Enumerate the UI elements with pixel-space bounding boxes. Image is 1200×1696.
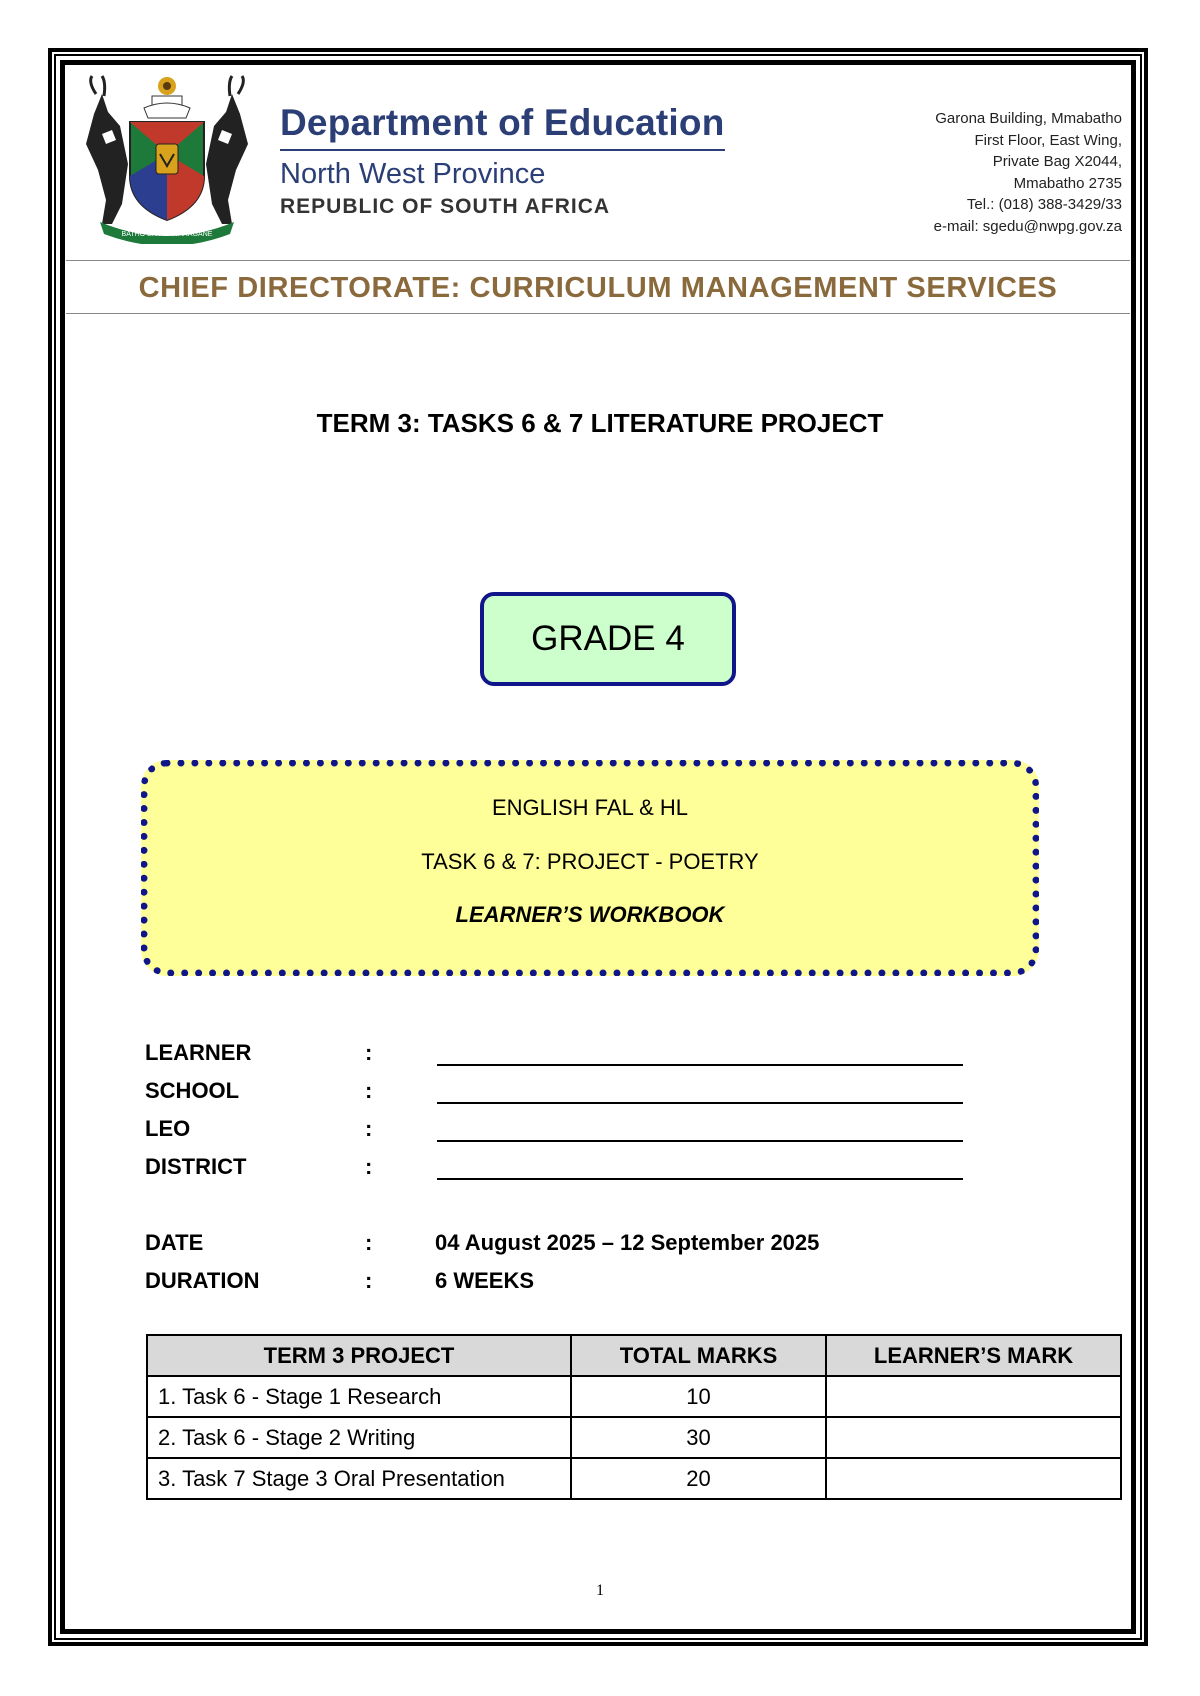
duration-label: DURATION [145, 1268, 260, 1293]
crest-motto: BATHO BA TSHWARAGANE [121, 231, 213, 238]
date-label: DATE [145, 1230, 204, 1255]
marks-table-header [147, 1335, 1121, 1376]
province-name: North West Province [280, 158, 546, 190]
row-learner-mark[interactable] [826, 1376, 1121, 1417]
department-name: Department of Education [280, 102, 725, 143]
row-total: 30 [571, 1417, 826, 1458]
learner-label: LEARNER [145, 1040, 252, 1065]
email: e-mail: sgedu@nwpg.gov.za [933, 217, 1122, 235]
row-learner-mark[interactable] [826, 1417, 1121, 1458]
header-project: TERM 3 PROJECT [147, 1335, 571, 1376]
telephone: Tel.: (018) 388-3429/33 [966, 196, 1122, 213]
row-project: 2. Task 6 - Stage 2 Writing [147, 1417, 571, 1458]
field-colon: : [365, 1154, 373, 1179]
header-divider-bottom [66, 313, 1130, 314]
grade-label: GRADE 4 [531, 619, 685, 658]
field-colon: : [365, 1116, 373, 1141]
table-row [147, 1417, 1121, 1458]
coat-of-arms-icon [72, 74, 262, 244]
field-colon: : [365, 1078, 373, 1103]
field-colon: : [365, 1268, 373, 1293]
field-colon: : [365, 1230, 373, 1255]
header-divider-top [66, 260, 1130, 261]
row-total: 10 [571, 1376, 826, 1417]
district-blank-line[interactable] [437, 1178, 963, 1180]
subject-line: ENGLISH FAL & HL [491, 795, 689, 820]
header-total-marks: TOTAL MARKS [571, 1335, 826, 1376]
grade-box [480, 592, 736, 686]
field-colon: : [365, 1040, 373, 1065]
row-learner-mark[interactable] [826, 1458, 1121, 1499]
learner-blank-line[interactable] [437, 1064, 963, 1066]
leo-label: LEO [145, 1116, 191, 1141]
address-line: First Floor, East Wing, [974, 131, 1122, 149]
address-line: Mmabatho 2735 [1013, 174, 1122, 192]
workbook-line: LEARNER’S WORKBOOK [455, 902, 725, 927]
date-value: 04 August 2025 – 12 September 2025 [435, 1230, 820, 1255]
directorate-title: CHIEF DIRECTORATE: CURRICULUM MANAGEMENT SERVICES [138, 272, 1058, 304]
school-blank-line[interactable] [437, 1102, 963, 1104]
address-line: Private Bag X2044, [992, 153, 1122, 170]
subject-box [141, 760, 1039, 976]
header-learner-mark: LEARNER’S MARK [826, 1335, 1121, 1376]
district-label: DISTRICT [145, 1154, 247, 1179]
leo-blank-line[interactable] [437, 1140, 963, 1142]
row-total: 20 [571, 1458, 826, 1499]
page-number: 1 [596, 1582, 604, 1599]
table-row [147, 1458, 1121, 1499]
department-rule [280, 149, 725, 151]
marks-table [146, 1334, 1122, 1500]
task-line: TASK 6 & 7: PROJECT - POETRY [421, 849, 759, 874]
duration-value: 6 WEEKS [435, 1268, 535, 1293]
address-block [934, 108, 1122, 237]
table-row [147, 1376, 1121, 1417]
row-project: 1. Task 6 - Stage 1 Research [147, 1376, 571, 1417]
address-line: Garona Building, Mmabatho [935, 110, 1122, 127]
row-project: 3. Task 7 Stage 3 Oral Presentation [147, 1458, 571, 1499]
school-label: SCHOOL [145, 1078, 240, 1103]
country-name: REPUBLIC OF SOUTH AFRICA [280, 195, 611, 218]
project-title: TERM 3: TASKS 6 & 7 LITERATURE PROJECT [316, 408, 884, 438]
